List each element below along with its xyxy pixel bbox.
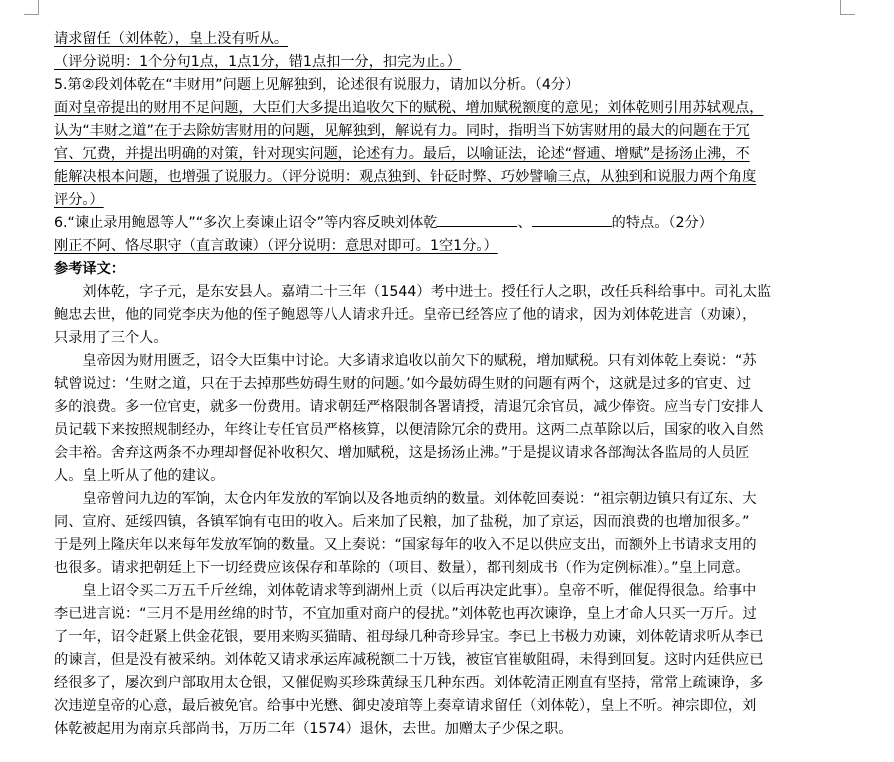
text-line bbox=[54, 74, 840, 97]
line-text: 体乾被起用为南京兵部尚书，万历二年（1574）退休，去世。加赠太子少保之职。 bbox=[54, 721, 573, 737]
line-text: 皇上诏令买二万五千斤丝绵，刘体乾请求等到湖州上贡（以后再决定此事）。皇帝不听，催促得很急。给事中 bbox=[54, 583, 757, 599]
line-text: 轼曾说过：‘生财之道，只在于去掉那些妨碍生财的问题。’如今最妨碍生财的问题有两个，这就是过多的官吏、过 bbox=[54, 376, 752, 392]
line-text: 也很多。请求把朝廷上下一切经费应该保存和革除的（项目、数量），都刊刻成书（作为定例标准）。”皇上同意。 bbox=[54, 560, 750, 576]
text-line bbox=[54, 281, 840, 304]
section-heading: 参考译文： bbox=[54, 261, 125, 277]
question-6-suffix: 的特点。（2分） bbox=[611, 215, 713, 231]
text-line bbox=[54, 304, 840, 327]
question-6-line bbox=[54, 212, 840, 235]
text-line bbox=[54, 396, 840, 419]
line-text: 皇帝因为财用匮乏，诏令大臣集中讨论。大多请求追收以前欠下的赋税，增加赋税。只有刘体乾上奏说：“苏 bbox=[54, 353, 757, 369]
text-line bbox=[54, 258, 840, 281]
text-line bbox=[54, 143, 840, 166]
text-line bbox=[54, 695, 840, 718]
line-text: 鲍忠去世，他的同党李庆为他的侄子鲍恩等八人请求升迁。皇帝已经答应了他的请求，因为刘体乾进言（劝谏）， bbox=[54, 307, 757, 323]
text-line bbox=[54, 189, 840, 212]
line-text: 请求留任（刘体乾），皇上没有听从。 bbox=[54, 31, 289, 47]
line-text: 人。皇上听从了他的建议。 bbox=[54, 468, 225, 484]
text-line bbox=[54, 603, 840, 626]
line-text: 皇帝曾问九边的军饷，太仓内年发放的军饷以及各地贡纳的数量。刘体乾回奏说：“祖宗朝边镇只有辽东、大 bbox=[54, 491, 757, 507]
line-text: 员记载下来按照规制经办，年终让专任官员严格核算，以便清除冗余的费用。这两二点革除以后，国家的收入自然 bbox=[54, 422, 764, 438]
text-line bbox=[54, 419, 840, 442]
line-text: 多的浪费。多一位官吏，就多一份费用。请求朝廷严格限制各署请授，清退冗余官员，减少俸资。应当专门安排人 bbox=[54, 399, 764, 415]
text-line bbox=[54, 350, 840, 373]
answer-blank-2 bbox=[532, 212, 612, 227]
line-text: 次违逆皇帝的心意，最后被免官。给事中光懋、御史凌琯等上奏章请求留任（刘体乾），皇上不听。神宗即位，刘 bbox=[54, 698, 757, 714]
question-6-prefix: 6.“谏止录用鲍恩等人”“多次上奏谏止诏令”等内容反映刘体乾 bbox=[54, 215, 438, 231]
document-body bbox=[54, 28, 840, 741]
line-text: 了一年，诏令赶紧上供金花银，要用来购买猫睛、祖母绿几种奇珍异宝。李已上书极力劝谏，刘体乾请求听从李已 bbox=[54, 629, 764, 645]
page-corner-mark-left bbox=[24, 0, 39, 15]
line-text: 评分。） bbox=[54, 192, 104, 208]
line-text: 会丰裕。舍弃这两条不办理却督促补收积欠、增加赋税，这是扬汤止沸。”于是提议请求各部淘汰各监局的人员匠 bbox=[54, 445, 750, 461]
answer-blank-1 bbox=[437, 212, 517, 227]
line-text: 的谏言，但是没有被采纳。刘体乾又请求承运库减税额二十万钱，被宦官崔敏阻碍，未得到回复。这时内廷供应已 bbox=[54, 652, 764, 668]
line-text: （评分说明：1个分句1点，1点1分，错1点扣一分，扣完为止。） bbox=[54, 54, 461, 70]
text-line bbox=[54, 235, 840, 258]
line-text: 同、宣府、延绥四镇，各镇军饷有屯田的收入。后来加了民粮，加了盐税，加了京运，因而浪费的也增加很多。” bbox=[54, 514, 750, 530]
line-text: 官、冗费，并提出明确的对策，针对现实问题，论述有力。最后，以喻证法，论述“督逋、增赋”是扬汤止沸，不 bbox=[54, 146, 750, 162]
text-line bbox=[54, 649, 840, 672]
text-line bbox=[54, 97, 840, 120]
line-text: 刘体乾，字子元，是东安县人。嘉靖二十三年（1544）考中进士。授任行人之职，改任兵科给事中。司礼太监 bbox=[54, 284, 772, 300]
question-6-separator: 、 bbox=[517, 215, 532, 231]
text-line bbox=[54, 166, 840, 189]
line-text: 只录用了三个人。 bbox=[54, 330, 168, 346]
line-text: 于是列上隆庆年以来每年发放军饷的数量。又上奏说：“国家每年的收入不足以供应支出，而额外上书请求支用的 bbox=[54, 537, 757, 553]
text-line bbox=[54, 511, 840, 534]
line-text: 能解决根本问题，也增强了说服力。（评分说明：观点独到、针砭时弊、巧妙譬喻三点，从独到和说服力两个角度 bbox=[54, 169, 757, 185]
text-line bbox=[54, 534, 840, 557]
line-text: 李已进言说：“三月不是用丝绵的时节，不宜加重对商户的侵扰。”刘体乾也再次谏诤，皇上才命人只买一万斤。过 bbox=[54, 606, 757, 622]
text-line bbox=[54, 327, 840, 350]
text-line bbox=[54, 672, 840, 695]
line-text: 面对皇帝提出的财用不足问题，大臣们大多提出追收欠下的赋税、增加赋税额度的意见；刘体乾则引用苏轼观点， bbox=[54, 100, 764, 116]
text-line bbox=[54, 120, 840, 143]
text-line bbox=[54, 373, 840, 396]
line-text: 认为“丰财之道”在于去除妨害财用的问题，见解独到，解说有力。同时，指明当下妨害财用的最大的问题在于冗 bbox=[54, 123, 750, 139]
text-line bbox=[54, 718, 840, 741]
line-text: 刚正不阿、恪尽职守（直言敢谏）（评分说明：意思对即可。1空1分。） bbox=[54, 238, 498, 254]
text-line bbox=[54, 557, 840, 580]
text-line bbox=[54, 488, 840, 511]
text-line bbox=[54, 442, 840, 465]
text-line bbox=[54, 580, 840, 603]
text-line bbox=[54, 28, 840, 51]
page-corner-mark-right bbox=[840, 0, 855, 15]
text-line bbox=[54, 51, 840, 74]
text-line bbox=[54, 465, 840, 488]
line-text: 经很多了，屡次到户部取用太仓银，又催促购买珍珠黄绿玉几种东西。刘体乾清正刚直有坚持，常常上疏谏诤，多 bbox=[54, 675, 764, 691]
line-text: 5.第②段刘体乾在“丰财用”问题上见解独到，论述很有说服力，请加以分析。（4分） bbox=[54, 77, 580, 93]
text-line bbox=[54, 626, 840, 649]
